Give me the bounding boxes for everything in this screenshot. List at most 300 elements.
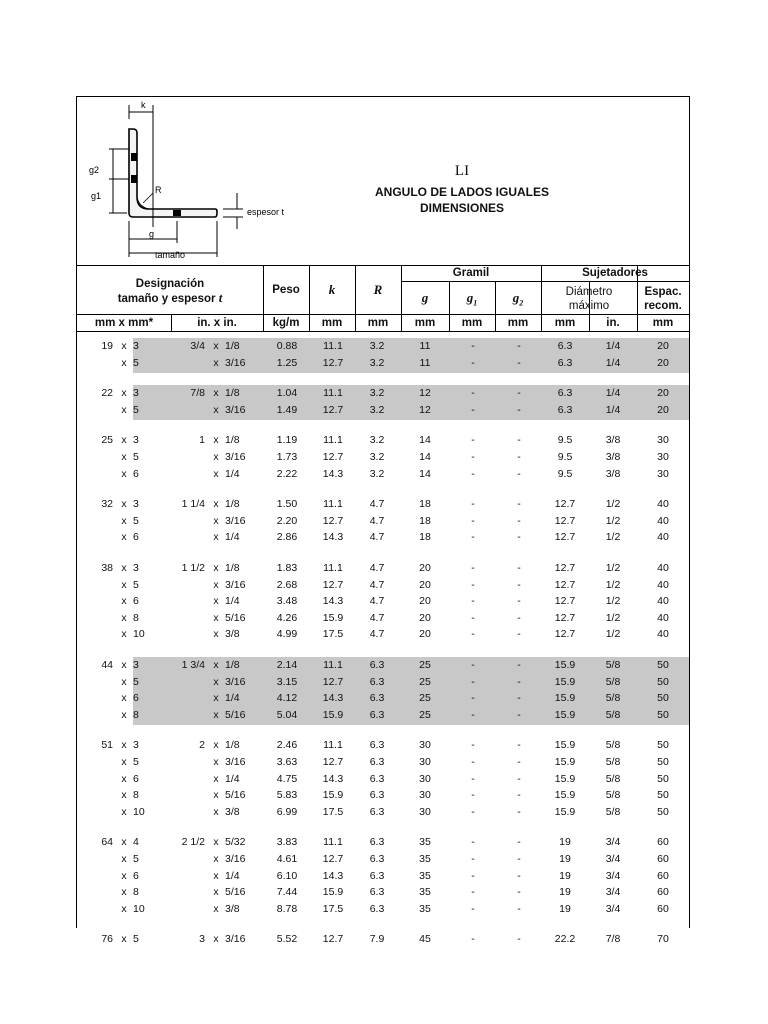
table-cell: x — [121, 756, 127, 768]
table-cell: 1/4 — [225, 595, 240, 608]
table-cell: 5 — [133, 356, 139, 369]
table-cell: 5/8 — [605, 789, 621, 802]
table-cell: 1.50 — [276, 498, 298, 511]
header-gramil: Gramil — [452, 267, 490, 279]
table-cell: 3/16 — [225, 451, 246, 463]
table-cell: 5/32 — [225, 836, 246, 849]
table-cell: 35 — [419, 869, 431, 882]
table-cell: 19 — [559, 886, 571, 899]
table-cell: 8 — [133, 789, 139, 802]
table-cell: 5 — [133, 451, 139, 463]
table-cell: - — [517, 628, 521, 641]
table-cell: 11.1 — [323, 434, 343, 447]
table-cell: 6.3 — [557, 403, 573, 416]
table-cell: - — [517, 514, 521, 527]
table-cell: 3/4 — [605, 902, 621, 915]
table-cell: x — [213, 498, 219, 511]
table-cell: 3/8 — [605, 467, 621, 480]
table-cell: 1 1/2 — [181, 562, 205, 574]
table-cell: 6 — [133, 595, 139, 608]
table-cell: 1/8 — [225, 498, 240, 511]
table-cell: 15.9 — [554, 739, 576, 752]
table-cell: 7/8 — [605, 933, 621, 946]
table-cell: 15.9 — [554, 756, 576, 768]
table-cell: 4.99 — [276, 628, 298, 641]
table-cell: 12 — [419, 403, 431, 416]
table-cell: 5.04 — [276, 708, 298, 721]
table-cell: 6.3 — [557, 356, 573, 369]
table-cell: x — [213, 708, 219, 721]
table-cell: 12.7 — [554, 595, 576, 608]
table-cell: x — [213, 531, 219, 544]
table-cell: - — [471, 675, 475, 688]
table-cell: 60 — [657, 869, 669, 882]
table-cell: - — [471, 340, 475, 352]
table-cell: 45 — [419, 933, 431, 946]
table-cell: 3.48 — [276, 595, 298, 608]
table-cell: 6.3 — [557, 387, 573, 400]
table-cell: 5/16 — [225, 886, 246, 899]
table-cell: 7.9 — [369, 933, 385, 946]
units-cell: mm — [652, 317, 674, 329]
header-espac: Espac. recom. — [644, 286, 682, 312]
table-cell: 2.86 — [276, 531, 298, 544]
table-cell: 4.7 — [369, 514, 385, 527]
table-cell: 8.78 — [276, 902, 298, 915]
table-cell: 3.2 — [369, 451, 385, 463]
table-cell: 6.3 — [369, 659, 385, 671]
table-cell: 35 — [419, 836, 431, 849]
table-cell: 2.68 — [276, 578, 298, 591]
table-cell: 15.9 — [554, 805, 576, 818]
table-cell: 1/8 — [225, 340, 240, 352]
units-cell: kg/m — [272, 317, 300, 329]
table-cell: 2.46 — [276, 739, 298, 752]
header-peso: Peso — [272, 284, 300, 296]
table-cell: 40 — [657, 628, 669, 641]
table-cell: 6 — [133, 467, 139, 480]
table-cell: 20 — [657, 340, 669, 352]
header-r: R — [373, 282, 383, 297]
table-cell: 18 — [419, 514, 431, 527]
table-cell: - — [517, 578, 521, 591]
table-cell: 3/16 — [225, 756, 246, 768]
table-cell: - — [517, 451, 521, 463]
table-cell: 40 — [657, 562, 669, 574]
table-cell: 11.1 — [323, 659, 343, 671]
table-cell: 1 3/4 — [181, 659, 205, 671]
table-cell: 3/8 — [225, 628, 240, 641]
header-diametro: Diámetro máximo — [565, 286, 613, 312]
table-cell: - — [517, 531, 521, 544]
table-cell: - — [471, 659, 475, 671]
table-cell: 1.04 — [276, 387, 298, 400]
table-cell: 14.3 — [322, 595, 344, 608]
units-cell: mm — [507, 317, 529, 329]
table-cell: 5/8 — [605, 675, 621, 688]
table-cell: 3/8 — [605, 451, 621, 463]
table-cell: 12.7 — [322, 853, 344, 865]
table-cell: x — [121, 869, 127, 882]
table-cell: 6.3 — [369, 708, 385, 721]
table-cell: - — [471, 514, 475, 527]
table-cell: 44 — [101, 659, 113, 671]
table-cell: 19 — [559, 836, 571, 849]
table-cell: x — [121, 886, 127, 899]
table-cell: 40 — [657, 595, 669, 608]
table-cell: x — [213, 933, 219, 946]
table-cell: 4.7 — [369, 578, 385, 591]
table-cell: x — [121, 708, 127, 721]
table-cell: 1/2 — [605, 514, 621, 527]
table-cell: 3/4 — [605, 886, 621, 899]
table-cell: 5/16 — [225, 789, 246, 802]
table-cell: 19 — [559, 853, 571, 865]
table-cell: x — [213, 886, 219, 899]
table-cell: - — [471, 886, 475, 899]
table-cell: 20 — [419, 628, 431, 641]
table-cell: 50 — [657, 756, 669, 768]
table-cell: - — [471, 562, 475, 574]
table-cell: 1/2 — [605, 611, 621, 624]
diagram-r-label: R — [155, 185, 162, 195]
table-cell: 40 — [657, 611, 669, 624]
table-cell: 70 — [657, 933, 669, 946]
header-g2: $g_2$ — [512, 290, 524, 308]
table-cell: x — [121, 628, 127, 641]
table-cell: 20 — [419, 611, 431, 624]
table-cell: - — [517, 403, 521, 416]
table-cell: 12.7 — [554, 611, 576, 624]
table-cell: 5/8 — [605, 805, 621, 818]
table-cell: 5 — [133, 853, 139, 865]
table-cell: 3/8 — [225, 805, 240, 818]
table-cell: x — [213, 403, 219, 416]
table-cell: 10 — [133, 805, 145, 818]
table-cell: 14.3 — [322, 531, 344, 544]
table-cell: 5/8 — [605, 739, 621, 752]
table-cell: 15.9 — [554, 772, 576, 785]
table-cell: 25 — [419, 659, 431, 671]
table-cell: x — [121, 772, 127, 785]
sheet-header — [77, 97, 689, 265]
table-cell: 6.3 — [369, 692, 385, 705]
table-cell: 20 — [657, 403, 669, 416]
table-cell: 5/16 — [225, 708, 246, 721]
table-cell: 60 — [657, 853, 669, 865]
table-cell: 1/4 — [225, 467, 240, 480]
table-cell: 50 — [657, 772, 669, 785]
table-cell: 3/16 — [225, 933, 246, 946]
table-cell: x — [121, 434, 127, 447]
table-cell: 20 — [657, 356, 669, 369]
table-cell: 6.3 — [369, 739, 385, 752]
table-cell: 5/8 — [605, 659, 621, 671]
table-cell: 30 — [419, 789, 431, 802]
table-cell: 3.63 — [276, 756, 298, 768]
table-cell: 5 — [133, 756, 139, 768]
table-cell: - — [471, 595, 475, 608]
table-cell: 6.3 — [369, 805, 385, 818]
table-cell: 2.14 — [276, 659, 298, 671]
table-cell: x — [121, 531, 127, 544]
table-cell: x — [213, 387, 219, 400]
table-cell: - — [517, 836, 521, 849]
table-cell: - — [471, 628, 475, 641]
table-cell: 40 — [657, 531, 669, 544]
table-cell: 6 — [133, 869, 139, 882]
table-cell: 12.7 — [554, 628, 576, 641]
table-cell: x — [121, 595, 127, 608]
table-cell: 7/8 — [190, 387, 205, 400]
table-cell: 14.3 — [322, 869, 344, 882]
table-cell: 3/16 — [225, 853, 246, 865]
table-cell: 3/16 — [225, 403, 246, 416]
table-cell: - — [517, 902, 521, 915]
table-cell: 12.7 — [554, 531, 576, 544]
table-cell: 5/8 — [605, 692, 621, 705]
table-cell: 4.7 — [369, 498, 385, 511]
table-cell: - — [517, 611, 521, 624]
table-cell: 4.7 — [369, 531, 385, 544]
table-cell: 3 — [133, 498, 139, 511]
table-cell: 11.1 — [323, 836, 343, 849]
table-cell: 3/8 — [225, 902, 240, 915]
table-cell: 20 — [419, 562, 431, 574]
table-cell: - — [471, 853, 475, 865]
table-cell: 10 — [133, 628, 145, 641]
table-cell: 5 — [133, 403, 139, 416]
units-cell: mm — [554, 317, 576, 329]
table-cell: 25 — [419, 708, 431, 721]
table-cell: 3/4 — [605, 853, 621, 865]
table-cell: 3.2 — [369, 356, 385, 369]
table-cell: - — [517, 692, 521, 705]
table-cell: - — [517, 659, 521, 671]
table-cell: 6.3 — [369, 675, 385, 688]
table-cell: 22 — [101, 387, 113, 400]
table-cell: 50 — [657, 692, 669, 705]
table-cell: 35 — [419, 886, 431, 899]
table-cell: 3/16 — [225, 356, 246, 369]
table-cell: x — [121, 514, 127, 527]
diagram-g-label: g — [149, 229, 155, 239]
table-cell: - — [471, 403, 475, 416]
table-cell: 18 — [419, 531, 431, 544]
table-cell: - — [471, 708, 475, 721]
table-cell: 12.7 — [554, 578, 576, 591]
table-cell: 5/8 — [605, 772, 621, 785]
table-cell: 8 — [133, 708, 139, 721]
table-cell: 19 — [101, 340, 113, 352]
table-cell: 38 — [101, 562, 113, 574]
table-cell: 12.7 — [554, 514, 576, 527]
table-cell: - — [517, 933, 521, 946]
table-cell: 20 — [419, 578, 431, 591]
table-cell: 32 — [101, 498, 113, 511]
table-cell: 3.2 — [369, 403, 385, 416]
table-cell: 1/8 — [225, 659, 240, 671]
table-cell: x — [213, 356, 219, 369]
table-cell: 4.7 — [369, 562, 385, 574]
table-cell: 15.9 — [554, 789, 576, 802]
table-cell: 0.88 — [276, 340, 298, 352]
table-cell: - — [517, 805, 521, 818]
table-cell: 6 — [133, 692, 139, 705]
table-cell: 12.7 — [322, 514, 344, 527]
table-cell: 5 — [133, 933, 139, 946]
table-cell: 1/4 — [605, 356, 621, 369]
table-cell: 4.7 — [369, 595, 385, 608]
table-cell: x — [213, 451, 219, 463]
table-cell: 3 — [133, 739, 139, 752]
table-cell: 11 — [419, 356, 431, 369]
table-cell: 14 — [419, 467, 431, 480]
table-cell: 12.7 — [554, 562, 576, 574]
table-cell: 14.3 — [322, 772, 344, 785]
table-cell: 30 — [657, 467, 669, 480]
table-cell: 40 — [657, 514, 669, 527]
table-cell: x — [121, 340, 127, 352]
table-cell: x — [213, 692, 219, 705]
table-cell: 50 — [657, 675, 669, 688]
table-cell: 5 — [133, 578, 139, 591]
table-cell: 1/2 — [605, 531, 621, 544]
table-cell: 11 — [419, 340, 431, 352]
table-cell: 3/8 — [605, 434, 621, 447]
table-cell: 14 — [419, 434, 431, 447]
table-cell: 6.10 — [276, 869, 298, 882]
table-cell: - — [517, 853, 521, 865]
table-cell: - — [517, 467, 521, 480]
diagram-g1-label: g1 — [91, 191, 102, 201]
table-cell: 5.83 — [276, 789, 298, 802]
table-cell: x — [213, 467, 219, 480]
table-cell: 25 — [419, 692, 431, 705]
table-cell: 3.2 — [369, 340, 385, 352]
table-cell: 22.2 — [554, 933, 576, 946]
table-cell: 25 — [419, 675, 431, 688]
table-cell: x — [213, 514, 219, 527]
table-cell: 5/8 — [605, 756, 621, 768]
table-cell: 6 — [133, 772, 139, 785]
table-cell: 3.15 — [276, 675, 298, 688]
table-cell: 6.3 — [369, 772, 385, 785]
table-cell: x — [121, 387, 127, 400]
table-cell: 6.3 — [369, 756, 385, 768]
table-cell: 2.20 — [276, 514, 298, 527]
table-cell: 19 — [559, 902, 571, 915]
table-cell: 1/4 — [225, 869, 240, 882]
table-cell: 7.44 — [276, 886, 298, 899]
table-cell: - — [517, 387, 521, 400]
table-cell: - — [471, 756, 475, 768]
table-cell: - — [471, 869, 475, 882]
table-cell: 6.99 — [276, 805, 298, 818]
table-cell: 12.7 — [322, 756, 344, 768]
table-cell: 17.5 — [322, 902, 344, 915]
table-cell: 3 — [133, 659, 139, 671]
table-cell: x — [213, 902, 219, 915]
table-cell: 11.1 — [323, 387, 343, 400]
table-cell: 35 — [419, 902, 431, 915]
units-cell: in. — [606, 317, 620, 329]
table-cell: - — [517, 434, 521, 447]
table-cell: 3/16 — [225, 578, 246, 591]
table-cell: 19 — [559, 869, 571, 882]
header-sujetadores: Sujetadores — [582, 267, 648, 279]
table-cell: 1/4 — [225, 531, 240, 544]
table-cell: x — [121, 403, 127, 416]
table-cell: 1/2 — [605, 562, 621, 574]
table-cell: 6.3 — [369, 902, 385, 915]
table-cell: 9.5 — [557, 467, 573, 480]
table-cell: 12.7 — [322, 451, 344, 463]
table-cell: x — [121, 692, 127, 705]
table-cell: x — [121, 451, 127, 463]
table-cell: 4 — [133, 836, 139, 849]
table-cell: - — [471, 387, 475, 400]
table-cell: x — [121, 933, 127, 946]
table-cell: x — [213, 772, 219, 785]
table-cell: x — [213, 805, 219, 818]
units-cell: in. x in. — [197, 317, 237, 329]
table-cell: 15.9 — [554, 659, 576, 671]
table-cell: - — [471, 467, 475, 480]
title-block — [337, 163, 587, 216]
table-cell: x — [121, 562, 127, 574]
table-cell: 5/8 — [605, 708, 621, 721]
table-cell: 3.2 — [369, 434, 385, 447]
table-cell: 3 — [133, 340, 139, 352]
table-cell: 12.7 — [322, 403, 344, 416]
table-cell: - — [517, 356, 521, 369]
diagram-k-label: k — [141, 100, 146, 110]
diagram-espesor-label: espesor t — [247, 207, 285, 217]
table-cell: 30 — [657, 434, 669, 447]
table-cell: x — [213, 853, 219, 865]
table-cell: x — [121, 739, 127, 752]
table-cell: 6.3 — [369, 836, 385, 849]
table-cell: 1.49 — [276, 403, 298, 416]
table-cell: x — [121, 356, 127, 369]
table-cell: x — [213, 675, 219, 688]
table-cell: x — [213, 739, 219, 752]
table-cell: 4.7 — [369, 611, 385, 624]
units-cell: mm x mm* — [94, 317, 154, 329]
table-cell: 12 — [419, 387, 431, 400]
table-cell: - — [471, 434, 475, 447]
table-cell: - — [517, 562, 521, 574]
table-cell: 11.1 — [323, 340, 343, 352]
table-cell: 1 — [199, 434, 205, 447]
table-cell: 35 — [419, 853, 431, 865]
table-cell: x — [213, 595, 219, 608]
table-cell: 3/4 — [605, 869, 621, 882]
table-cell: 30 — [657, 451, 669, 463]
table-cell: 60 — [657, 886, 669, 899]
table-cell: 4.61 — [276, 853, 298, 865]
table-cell: - — [517, 739, 521, 752]
angle-dimensions-sheet — [76, 96, 690, 946]
table-cell: 15.9 — [322, 789, 344, 802]
table-cell: - — [471, 805, 475, 818]
header-designacion: Designación tamaño y espesor t — [117, 278, 223, 305]
table-cell: 6.3 — [557, 340, 573, 352]
table-cell: 1/4 — [605, 340, 621, 352]
table-cell: x — [121, 611, 127, 624]
table-cell: x — [213, 578, 219, 591]
